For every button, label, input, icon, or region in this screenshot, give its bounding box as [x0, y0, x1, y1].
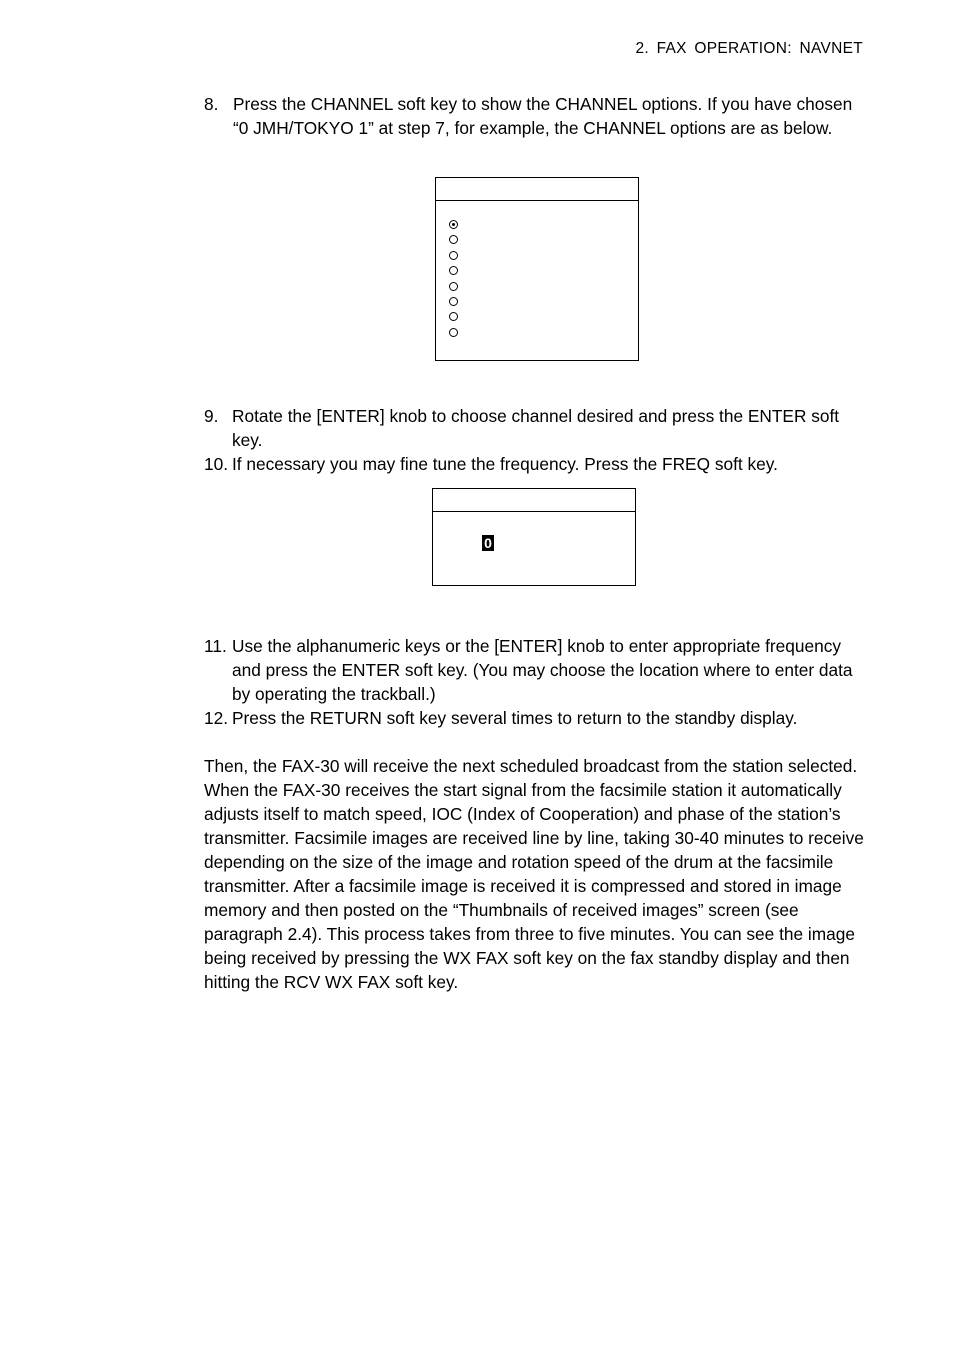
step-10	[204, 452, 869, 476]
step-number: 10.	[204, 454, 229, 474]
step-number: 11.	[204, 636, 227, 656]
step-12	[204, 706, 869, 730]
step-text: Press the RETURN soft key several times to return to the standby display.	[232, 708, 798, 728]
step-text: Use the alphanumeric keys or the [ENTER] knob to enter appropriate frequency and press the ENTER soft key. (You may choose the location where to enter data by operating the trackball.)	[232, 636, 853, 704]
window-title-bar	[433, 489, 635, 512]
radio-icon[interactable]	[449, 328, 458, 337]
radio-icon[interactable]	[449, 235, 458, 244]
radio-selected-icon[interactable]	[449, 220, 458, 229]
step-number: 12.	[204, 708, 229, 728]
step-9	[204, 404, 869, 452]
running-head: 2. FAX OPERATION: NAVNET	[635, 40, 863, 57]
window-title-bar	[436, 178, 638, 201]
radio-icon[interactable]	[449, 297, 458, 306]
radio-icon[interactable]	[449, 282, 458, 291]
step-text: Press the CHANNEL soft key to show the CHANNEL options. If you have chosen “0 JMH/TOKYO 1” at step 7, for example, the CHANNEL options are as below.	[233, 94, 853, 138]
radio-icon[interactable]	[449, 266, 458, 275]
step-number: 9.	[204, 406, 219, 426]
radio-icon[interactable]	[449, 312, 458, 321]
radio-icon[interactable]	[449, 251, 458, 260]
step-text: Rotate the [ENTER] knob to choose channel desired and press the ENTER soft key.	[232, 406, 840, 450]
step-8	[204, 92, 869, 140]
frequency-window	[432, 488, 636, 586]
step-11	[204, 634, 869, 706]
channel-options-window	[435, 177, 639, 361]
frequency-cursor-digit[interactable]: 0	[482, 535, 494, 551]
step-number: 8.	[204, 94, 219, 114]
step-text: If necessary you may fine tune the frequency. Press the FREQ soft key.	[232, 454, 778, 474]
body-paragraph: Then, the FAX-30 will receive the next scheduled broadcast from the station selected. When the FAX-30 receives the start signal from the facsimile station it automatically adjusts itself to match speed, IOC (Index of Cooperation) and phase of the station’s transmitter. Facsimile images are received line by line, taking 30-40 minutes to receive depending on the size of the image and rotation speed of the drum at the facsimile transmitter. After a facsimile image is received it is compressed and stored in image memory and then posted on the “Thumbnails of received images” screen (see paragraph 2.4). This process takes from three to five minutes. You can see the image being received by pressing the WX FAX soft key on the fax standby display and then hitting the RCV WX FAX soft key.	[204, 756, 864, 992]
